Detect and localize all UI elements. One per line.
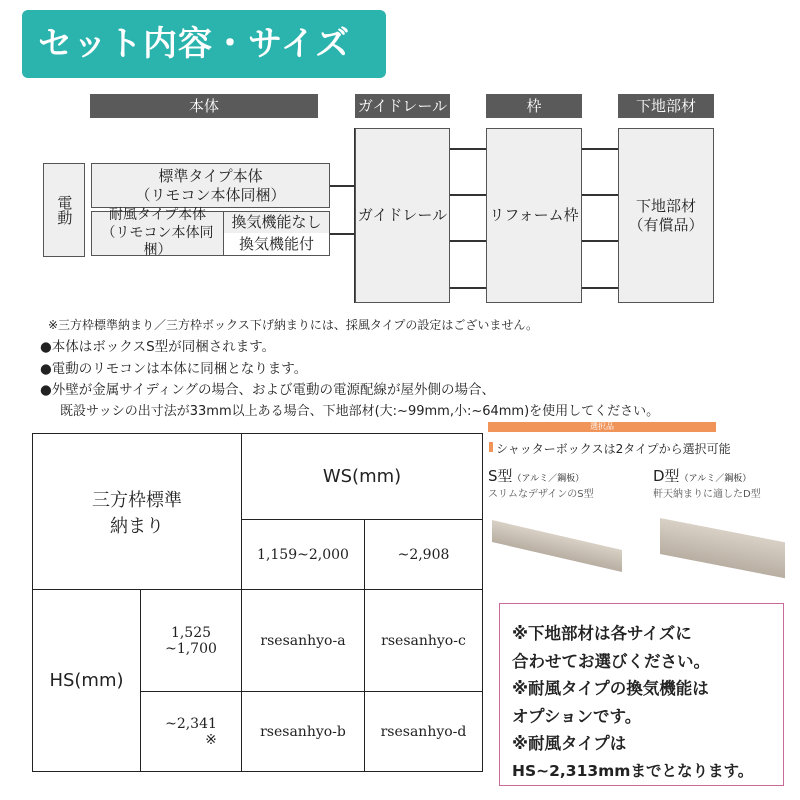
hs-row-0: [141, 590, 242, 692]
connector: [582, 240, 618, 242]
hs-row-0-l1: 1,525: [170, 624, 212, 641]
s-type-name: S型: [488, 467, 513, 485]
option-heading: シャッターボックスは2タイプから選択可能: [496, 442, 731, 456]
connector: [450, 194, 486, 196]
s-type-desc: スリムなデザインのS型: [488, 489, 594, 500]
table-cell: rsesanhyo-b: [242, 692, 365, 772]
heading-marker: [489, 442, 493, 452]
info-line: ※耐風タイプの換気機能は: [512, 679, 709, 698]
info-line: HS~2,313mmまでとなります。: [512, 761, 754, 780]
connector: [582, 194, 618, 196]
note-1: ●本体はボックスS型が同梱されます。: [40, 339, 276, 355]
table-row: [33, 590, 483, 692]
table-cell: rsesanhyo-a: [242, 590, 365, 692]
guide-rail-box: ガイドレール: [355, 128, 450, 303]
standard-body-box: [91, 163, 330, 208]
vent-with-box: 換気機能付: [223, 233, 330, 256]
base-line1: 下地部材: [635, 196, 696, 215]
hs-row-1-l1: ~2,341: [165, 715, 217, 732]
info-line: 合わせてお選びください。: [512, 651, 710, 671]
connector: [582, 287, 618, 289]
connector: [582, 148, 618, 150]
ws-col-1: ~2,908: [365, 520, 483, 590]
info-line: ※耐風タイプは: [512, 734, 627, 753]
hs-row-0-l2: ~1,700: [165, 640, 217, 657]
d-type-desc: 軒天納まりに適したD型: [653, 489, 761, 500]
hs-header: HS(mm): [33, 590, 141, 772]
d-type-material: （アルミ／鋼板）: [679, 474, 752, 484]
header-guide-rail: ガイドレール: [355, 94, 450, 118]
table-cell: rsesanhyo-d: [365, 692, 483, 772]
header-body: 本体: [90, 94, 318, 118]
corner-line2: 納まり: [110, 515, 164, 537]
info-line: ※下地部材は各サイズに: [512, 624, 692, 643]
connector: [450, 148, 486, 150]
connector: [330, 233, 355, 235]
ws-col-0: 1,159~2,000: [242, 520, 365, 590]
corner-line1: 三方枠標準: [92, 489, 182, 511]
option-badge: 選択品: [488, 422, 716, 432]
page-title: セット内容・サイズ: [22, 10, 386, 78]
table-corner: [33, 434, 242, 590]
d-type-box-image: [660, 518, 785, 578]
standard-line2: （リモコン本体同梱）: [135, 185, 286, 204]
s-type-material: （アルミ／鋼板）: [512, 474, 585, 484]
wind-line1: 耐風タイプ本体: [108, 207, 207, 224]
note-0: ※三方枠標準納まり／三方枠ボックス下げ納まりには、採風タイプの設定はございません。: [48, 318, 539, 332]
wind-body-box: [91, 207, 224, 259]
vent-none-box: 換気機能なし: [223, 211, 330, 234]
frame-box: リフォーム枠: [486, 128, 582, 303]
hs-row-1: [141, 692, 242, 772]
standard-line1: 標準タイプ本体: [158, 166, 263, 185]
d-type-name: D型: [653, 467, 680, 485]
base-box: [618, 128, 714, 303]
d-type: [653, 465, 751, 486]
info-line: オプションです。: [512, 706, 642, 726]
header-base: 下地部材: [618, 94, 714, 118]
electric-text: 電動: [55, 195, 74, 225]
base-line2: （有償品）: [628, 215, 704, 234]
hs-row-1-l2: ※: [205, 731, 217, 748]
s-type: [488, 465, 584, 486]
info-box: [499, 603, 784, 786]
table-cell: rsesanhyo-c: [365, 590, 483, 692]
note-4: 既設サッシの出寸法が33mm以上ある場合、下地部材(大:~99mm,小:~64mm)を使用してください。: [60, 404, 660, 419]
connector: [330, 185, 355, 187]
electric-label: [43, 163, 85, 257]
note-2: ●電動のリモコンは本体に同梱となります。: [40, 361, 308, 377]
connector: [450, 287, 486, 289]
note-3: ●外壁が金属サイディングの場合、および電動の電源配線が屋外側の場合、: [40, 382, 495, 398]
connector: [450, 240, 486, 242]
s-type-box-image: [492, 520, 622, 572]
header-frame: 枠: [486, 94, 582, 118]
wind-line2: （リモコン本体同梱）: [101, 224, 214, 259]
size-table: [32, 433, 483, 772]
ws-header: WS(mm): [242, 434, 483, 520]
